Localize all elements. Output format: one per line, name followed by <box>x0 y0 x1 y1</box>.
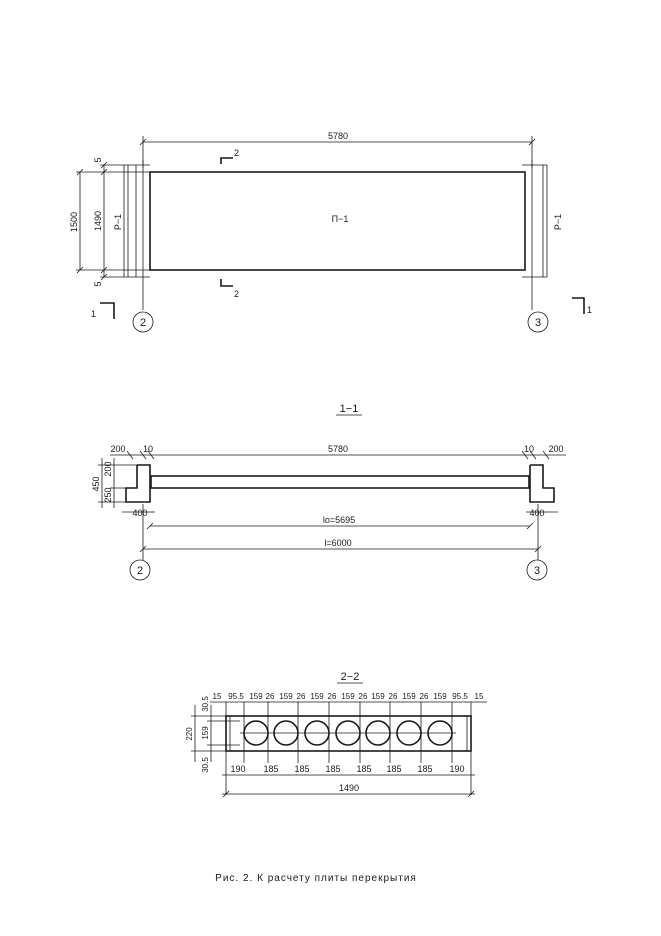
plan-width-total-label: 1500 <box>69 211 79 233</box>
s22-bottom-dim: 185 <box>325 764 341 774</box>
s22-bottom-dim: 185 <box>417 764 433 774</box>
s22-top-dim: 26 <box>327 692 337 701</box>
s22-top-dim: 15 <box>474 692 484 701</box>
s11-upper-height-label: 200 <box>103 461 113 477</box>
s11-left-beam <box>126 465 150 502</box>
plan-gap-top-label: 5 <box>93 157 103 163</box>
s22-height-label: 220 <box>185 727 194 741</box>
section-2-mark-top <box>221 158 233 164</box>
slab-label: П−1 <box>331 214 349 224</box>
s22-top-cover-label: 30.5 <box>201 696 210 712</box>
beam-right-label: Р−1 <box>553 213 563 231</box>
s11-right-beam-width-label: 400 <box>529 508 545 518</box>
s22-bottom-dim: 190 <box>230 764 246 774</box>
s22-bottom-dim: 185 <box>386 764 402 774</box>
s22-bottom-dim: 185 <box>294 764 310 774</box>
s22-bottom-cover-label: 30.5 <box>201 757 210 773</box>
s22-top-dim: 26 <box>296 692 306 701</box>
s11-axis-2-label: 2 <box>136 565 144 577</box>
section-2-label-top: 2 <box>234 148 240 158</box>
section-2-label-bottom: 2 <box>234 289 240 299</box>
beam-left-label: Р−1 <box>113 213 123 231</box>
section-1-mark-left <box>100 303 114 319</box>
s11-left-ledge-label: 200 <box>110 444 126 454</box>
axis-2-label: 2 <box>139 317 147 329</box>
s22-top-dim: 159 <box>249 692 263 701</box>
s22-top-dim: 159 <box>279 692 293 701</box>
s11-left-beam-width-label: 400 <box>132 508 148 518</box>
plan-view <box>69 131 592 332</box>
s22-top-dim: 15 <box>212 692 222 701</box>
axis-3-label: 3 <box>534 317 542 329</box>
s22-top-dim: 26 <box>388 692 398 701</box>
s11-left-gap-label: 10 <box>142 444 154 454</box>
s22-top-dim: 159 <box>402 692 416 701</box>
section-1-1 <box>91 403 566 580</box>
s11-right-gap-label: 10 <box>523 444 535 454</box>
s22-top-dim: 159 <box>310 692 324 701</box>
s11-axis-span-label: l=6000 <box>324 538 352 548</box>
s22-top-dim: 159 <box>341 692 355 701</box>
s11-axis-3-label: 3 <box>533 565 541 577</box>
s11-span-label: 5780 <box>327 444 349 454</box>
s22-total-width-label: 1490 <box>338 783 360 793</box>
s22-top-dim: 26 <box>358 692 368 701</box>
section-1-1-title: 1−1 <box>339 403 359 415</box>
s22-void-label: 159 <box>201 726 210 740</box>
s22-top-dim: 159 <box>371 692 385 701</box>
plan-span-label: 5780 <box>327 131 349 141</box>
figure-caption: Рис. 2. К расчету плиты перекрытия <box>215 873 417 884</box>
s22-top-dim: 95.5 <box>228 692 244 701</box>
plan-width-label: 1490 <box>93 210 103 232</box>
s22-bottom-dim: 185 <box>263 764 279 774</box>
s11-beam-height-label: 450 <box>91 476 101 492</box>
s22-top-dim: 95.5 <box>452 692 468 701</box>
s11-right-ledge-label: 200 <box>548 444 564 454</box>
section-1-mark-right <box>572 298 584 314</box>
s11-right-beam <box>530 465 554 502</box>
s11-design-span-label: lo=5695 <box>322 515 356 525</box>
s11-slab <box>151 476 529 488</box>
s22-bottom-dim: 185 <box>356 764 372 774</box>
section-2-2 <box>185 671 487 797</box>
s22-top-dim: 26 <box>265 692 275 701</box>
section-1-label-left: 1 <box>91 309 97 319</box>
section-1-label-right: 1 <box>587 305 593 315</box>
s22-top-dims <box>213 692 484 701</box>
s22-top-dim: 159 <box>433 692 447 701</box>
s22-bottom-dim: 190 <box>449 764 465 774</box>
s22-top-dim: 26 <box>419 692 429 701</box>
section-2-2-title: 2−2 <box>340 671 360 683</box>
plan-gap-bottom-label: 5 <box>93 281 103 287</box>
s22-voids <box>240 721 456 745</box>
section-2-mark-bottom <box>221 279 233 286</box>
s11-lower-height-label: 250 <box>103 487 113 503</box>
